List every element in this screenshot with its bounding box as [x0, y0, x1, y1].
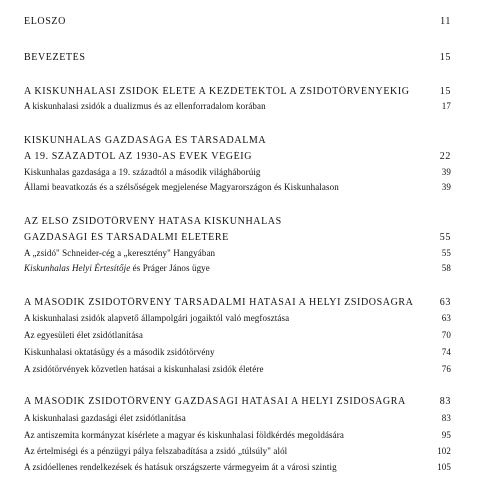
toc-entry-title: A kiskunhalasi zsidók a dualizmus és az ellenforradalom korában	[24, 101, 266, 111]
toc-entry	[24, 462, 451, 472]
toc-entry	[24, 52, 451, 63]
toc-entry-title: Kiskunhalasi oktatásügy és a második zsidótörvény	[24, 347, 215, 357]
toc-entry	[24, 16, 451, 27]
toc-entry	[24, 135, 451, 146]
toc-entry-title: A „zsidó" Schneider-cég a „keresztény" Hangyában	[24, 248, 216, 258]
toc-entry	[24, 297, 451, 308]
toc-entry	[24, 330, 451, 340]
toc-entry-page: 17	[441, 101, 451, 111]
toc-entry	[24, 248, 451, 258]
toc-entry-page: 102	[437, 446, 451, 456]
toc-entry-title: Kiskunhalas gazdasága a 19. századtól a második világháborúig	[24, 167, 261, 177]
toc-entry-page: 95	[441, 430, 451, 440]
toc-entry-title: AZ ELSŐ ZSIDÓTÖRVÉNY HATÁSA KISKUNHALAS	[24, 216, 282, 227]
toc-entry	[24, 396, 451, 407]
toc-entry-title: A MÁSODIK ZSIDÓTÖRVÉNY GAZDASÁGI HATÁSAI A HELYI ZSIDÓSÁGRA	[24, 396, 406, 407]
toc-entry	[24, 86, 451, 97]
toc-entry	[24, 413, 451, 423]
toc-entry	[24, 263, 451, 273]
toc-entry-title: A zsidóellenes rendelkezések és hatásuk országszerte vármegyeim át a városi szintig	[24, 462, 337, 472]
periodical-title: Kiskunhalas Helyi Értesítője	[24, 263, 131, 273]
toc-entry	[24, 347, 451, 357]
toc-entry-page: 15	[439, 86, 451, 97]
toc-entry-page: 63	[439, 297, 451, 308]
toc-entry	[24, 313, 451, 323]
toc-entry-title: KISKUNHALAS GAZDASÁGA ÉS TÁRSADALMA	[24, 135, 267, 146]
toc-entry	[24, 216, 451, 227]
toc-entry-title: A 19. SZÁZADTÓL AZ 1930-AS ÉVEK VÉGÉIG	[24, 151, 253, 162]
toc-entry	[24, 364, 451, 374]
toc-entry-title-rest: és Práger János ügye	[130, 263, 210, 273]
toc-entry-page: 39	[441, 182, 451, 192]
toc-entry-page: 55	[441, 248, 451, 258]
toc-entry-title: A MÁSODIK ZSIDÓTÖRVÉNY TÁRSADALMI HATÁSAI A HELYI ZSIDÓSÁGRA	[24, 297, 414, 308]
toc-entry-title: BEVEZETÉS	[24, 52, 86, 63]
toc-entry	[24, 232, 451, 243]
toc-entry-page: 70	[441, 330, 451, 340]
toc-entry-title: ELŐSZÓ	[24, 16, 66, 27]
toc-entry-page: 76	[441, 364, 451, 374]
toc-entry-page: 63	[441, 313, 451, 323]
toc-entry-title: Az egyesületi élet zsidótlanítása	[24, 330, 144, 340]
toc-entry-page: 83	[441, 413, 451, 423]
toc-entry-page: 15	[439, 52, 451, 63]
toc-entry-page: 22	[439, 151, 451, 162]
toc-entry-page: 11	[440, 16, 451, 27]
toc-entry-title: A zsidótörvények közvetlen hatásai a kiskunhalasi zsidók életére	[24, 364, 264, 374]
toc-entry	[24, 151, 451, 162]
toc-entry-title: Állami beavatkozás és a szélsőségek megjelenése Magyarországon és Kiskunhalason	[24, 182, 339, 192]
toc-entry-page: 58	[441, 263, 451, 273]
toc-entry-title	[24, 263, 210, 273]
toc-entry-page: 83	[439, 396, 451, 407]
toc-entry-page: 39	[441, 167, 451, 177]
toc-entry-title: Az antiszemita kormányzat kísérlete a magyar és kiskunhalasi földkérdés megoldására	[24, 430, 344, 440]
toc-entry-page: 55	[439, 232, 451, 243]
toc-entry-page: 74	[441, 347, 451, 357]
toc-entry-page: 105	[437, 462, 451, 472]
toc-entry	[24, 167, 451, 177]
toc-entry-title: A kiskunhalasi zsidók alapvető állampolgári jogaiktól való megfosztása	[24, 313, 290, 323]
toc-entry-title: GAZDASÁGI ÉS TÁRSADALMI ÉLETÉRE	[24, 232, 229, 243]
toc-entry-title: Az értelmiségi és a pénzügyi pálya felszabadítása a zsidó „túlsúly" alól	[24, 446, 288, 456]
toc-entry-title: A KISKUNHALASI ZSIDÓK ÉLETE A KEZDETEKTŐL A ZSIDÓTÖRVÉNYEKIG	[24, 86, 410, 97]
toc-entry	[24, 446, 451, 456]
toc-entry	[24, 182, 451, 192]
toc-entry	[24, 430, 451, 440]
toc-entry-title: A kiskunhalasi gazdasági élet zsidótlanítása	[24, 413, 186, 423]
toc-entry	[24, 101, 451, 111]
